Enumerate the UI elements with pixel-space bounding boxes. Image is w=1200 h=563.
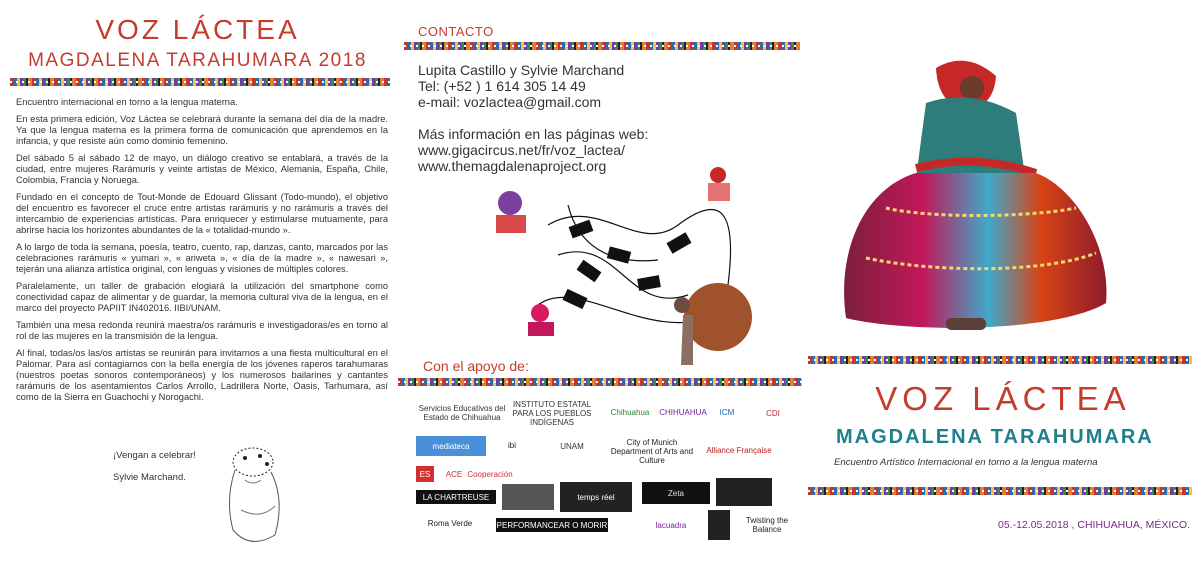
woven-band-right-bottom (808, 487, 1192, 495)
sponsor-logo: temps réel (560, 482, 632, 512)
more-info-label: Más información en las páginas web: (418, 126, 649, 142)
contact-tel: Tel: (+52 ) 1 614 305 14 49 (418, 78, 586, 94)
sponsor-logo: Roma Verde (416, 512, 484, 534)
sketch-drawing (205, 440, 293, 560)
body-paragraph: Paralelamente, un taller de grabación elogiará la utilización del smartphone como conectividad capaz de alimentar y de guardar, la memoria cultural viva de la lengua, en el marco del proyecto PAPIIT IN402016. IIBI/UNAM. (16, 281, 388, 313)
sponsor-logo: City of Munich Department of Arts and Culture (608, 436, 696, 466)
sponsor-logo: ACE (442, 466, 466, 482)
sponsor-logo (708, 510, 730, 540)
sponsor-logo: Cooperación (472, 466, 508, 482)
sponsor-logo (502, 484, 554, 510)
sponsor-logo: Alliance Française (700, 438, 778, 462)
body-paragraph: Fundado en el concepto de Tout-Monde de Edouard Glissant (Todo-mundo), el objetivo del encuentro es favorecer el cruce entre artistas rarámuris y no rarámuris a través del intercambio de experiencias artísticas. Para enriquecer y estimularse mutuamente, para abrirse hacia los horizontes abundantes de la « totalidad-mundo ». (16, 192, 388, 235)
collage-illustration (478, 165, 778, 370)
tarahumara-woman-illustration (826, 48, 1126, 348)
sponsor-logo: CDI (750, 398, 796, 428)
contact-email[interactable]: e-mail: vozlactea@gmail.com (418, 94, 602, 110)
right-panel (806, 0, 1200, 563)
woven-band-right-top (808, 356, 1192, 364)
woven-band-top (10, 78, 390, 86)
web-link-2[interactable]: www.themagdalenaproject.org (418, 158, 607, 174)
body-paragraph: En esta primera edición, Voz Láctea se celebrará durante la semana del día de la madre. Ya que la lengua materna es la primera forma de comunicación que aprendemos en la infancia, y que resiste aún como dominio femenino. (16, 114, 388, 146)
right-title: VOZ LÁCTEA (875, 380, 1131, 417)
sponsor-logo: PERFORMANCEAR O MORIR (496, 518, 608, 532)
contact-block (418, 62, 648, 174)
right-subtitle: MAGDALENA TARAHUMARA (836, 426, 1154, 448)
sponsor-logo: Servicios Educativos del Estado de Chihuahua (416, 402, 508, 424)
middle-panel (398, 0, 803, 563)
event-date: 05.-12.05.2018 , CHIHUAHUA, MÉXICO. (998, 519, 1190, 531)
signature: Sylvie Marchand. (113, 472, 186, 483)
sponsor-logo: CHIHUAHUA (660, 404, 706, 420)
sponsor-logo: lacuadra (646, 516, 696, 534)
contact-names: Lupita Castillo y Sylvie Marchand (418, 62, 625, 78)
sponsor-logo: mediateca (416, 436, 486, 456)
sponsor-logo: Zeta (642, 482, 710, 504)
sponsor-logo: LA CHARTREUSE (416, 490, 496, 504)
sponsor-logo: ICM (710, 404, 744, 420)
closing-line: ¡Vengan a celebrar! (113, 450, 196, 461)
body-paragraph: A lo largo de toda la semana, poesía, teatro, cuento, rap, danzas, canto, marcados por las celebraciones rarámuris « yumari », « ariweta », « día de la madre », « nawesari », tejerán una alianza artística original, con lenguas y visiones de múltiples colores. (16, 242, 388, 274)
left-panel (0, 0, 395, 563)
sponsor-logo (716, 478, 772, 506)
woven-band-contact (404, 42, 800, 50)
sponsor-logo: UNAM (550, 428, 594, 464)
contact-heading: CONTACTO (418, 24, 494, 39)
left-title: VOZ LÁCTEA (95, 14, 300, 45)
sponsor-logo: ES (416, 466, 434, 482)
support-heading: Con el apoyo de: (423, 358, 529, 374)
sponsor-logo: INSTITUTO ESTATAL PARA LOS PUEBLOS INDÍGENAS (512, 399, 592, 427)
left-body-text (16, 97, 388, 409)
sponsor-logo: ibi (498, 432, 526, 458)
body-paragraph: Encuentro internacional en torno a la lengua materna. (16, 97, 238, 107)
body-paragraph: Al final, todas/os las/os artistas se reunirán para invitarnos a una fiesta multicultural en el Palomar. Para así contagiarnos con la bella energía de los jóvenes raperos tarahumaras (nuestros poetas sonoros contemporáneos) y los numerosos bailarines y cantantes rarámuris de los asentamientos Carlos Arrollo, Ladrillera Norte, Oasis, Tarhumara, así como de la Sierra en Guachochi y Norogachi. (16, 348, 388, 402)
body-paragraph: Del sábado 5 al sábado 12 de mayo, un diálogo creativo se entablará, a través de la ciudad, entre mujeres Rarámuris y veinte artistas de México, Alemania, España, Chile, Colombia, Francia y Noruega. (16, 153, 388, 185)
sponsor-logo: Chihuahua (610, 404, 650, 420)
woven-band-support (398, 378, 802, 386)
body-paragraph: También una mesa redonda reunirá maestra/os rarámuris e investigadoras/es en torno al rol de las mujeres en la transmisión de la lengua. (16, 320, 388, 341)
left-subtitle: MAGDALENA TARAHUMARA 2018 (28, 50, 367, 71)
sponsor-logo: Twisting the Balance (742, 512, 792, 538)
web-link-1[interactable]: www.gigacircus.net/fr/voz_lactea/ (418, 142, 625, 158)
right-tagline: Encuentro Artístico Internacional en torno a la lengua materna (834, 457, 1098, 468)
